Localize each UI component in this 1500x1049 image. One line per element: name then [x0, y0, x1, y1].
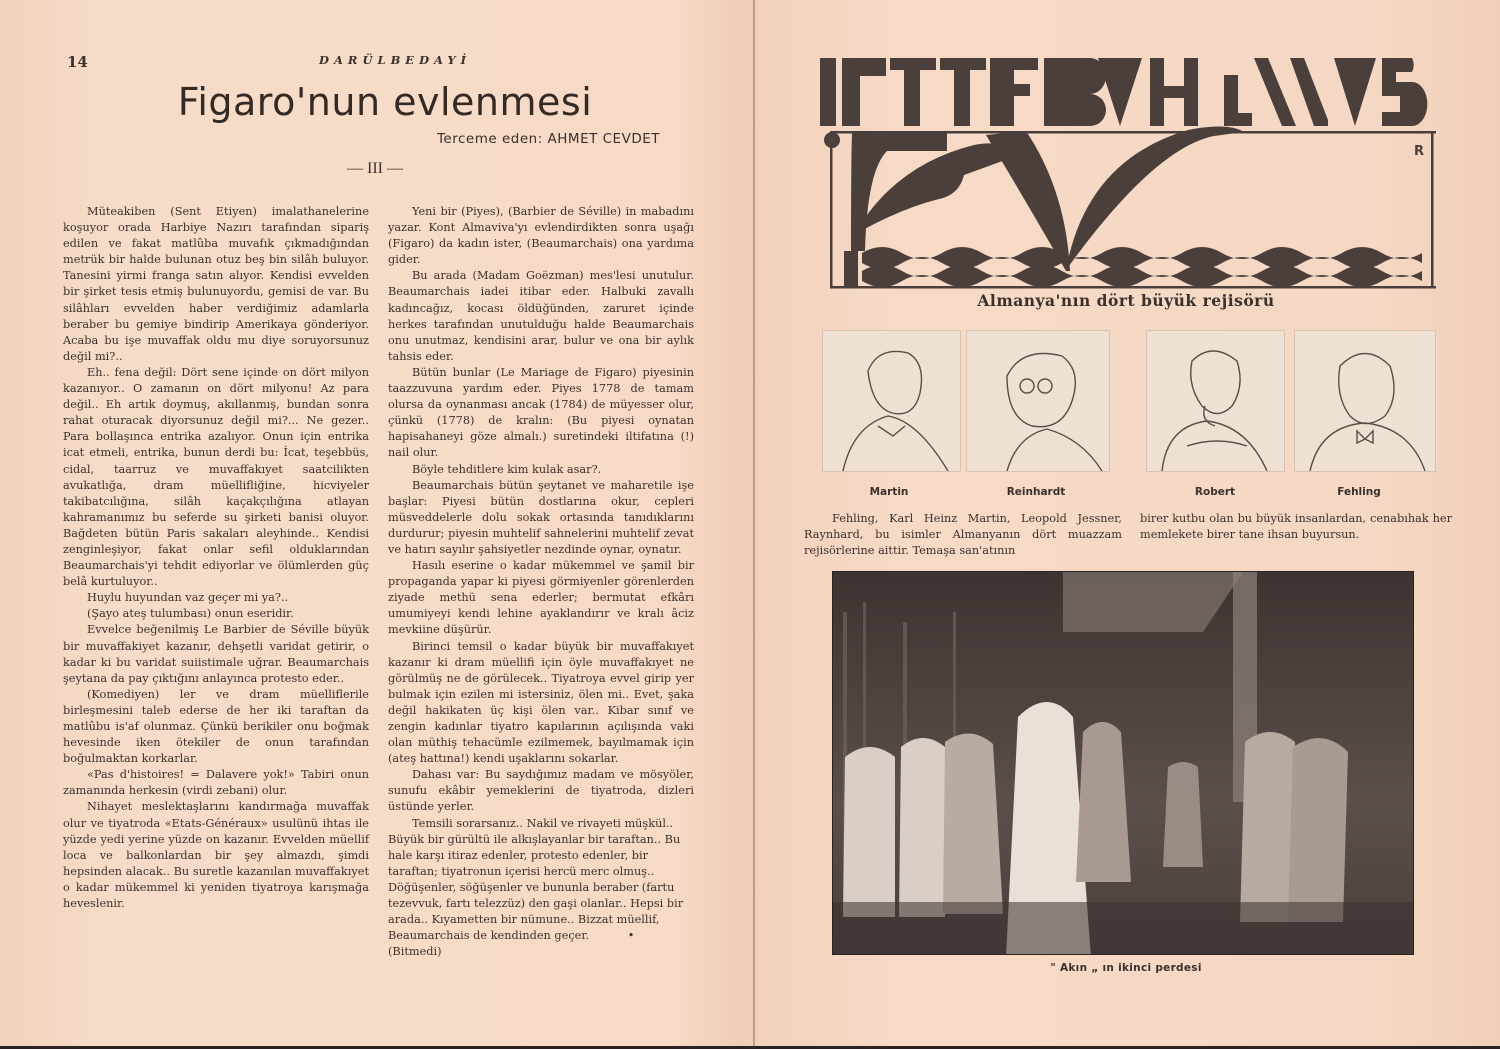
paragraph: Huylu huyundan vaz geçer mi ya?..	[87, 591, 289, 605]
paragraph: Evvelce beğenilmiş Le Barbier de Séville büyük bir muvaffakiyet kazanır, dehşetli varidat getirir, o kadar ki bu varidat suiistimale uğrar. Beaumarchais şeytana da pay çıktığını anlayınca protesto eder..	[63, 623, 369, 685]
page-gutter	[753, 0, 755, 1046]
paragraph: Birinci temsil o kadar büyük bir muvaffakıyet kazanır ki dram müellifi için öyle muvaffakıyet ne görülmüş ne de görülecek.. Tiyatroya evvel girip yer bulmak için ezilen mi istersiniz, ölen mi.. Evet, şaka değil hakikaten üç kişi ölen var.. Kibar sınıf ve zengin kadınlar tiyatro kapılarının açılışında vaki olan müthiş tehacümle ezilmemek, bayılmamak için (ateş hattına!) kendi uşaklarını sokarlar.	[388, 639, 694, 766]
directors-paragraph-2: birer kutbu olan bu büyük insanlardan, cenabıhak her memlekete birer tane ihsan buyursun.	[1140, 512, 1452, 542]
paragraph: Bütün bunlar (Le Mariage de Figaro) piyesinin taazzuvuna yardım eder. Piyes 1778 de tamam olursa da oynanması ancak (1784) de müyesser olur, çünkü (1778) de kralın: (Bu piyesi oynatan hapisahaneyi göze almalı.) suretindeki iltifatına (!) nail olur.	[388, 365, 694, 460]
portrait-sketch-martin	[822, 330, 961, 472]
page-number: 14	[67, 53, 88, 71]
continued-note: (Bitmedi)	[388, 945, 442, 959]
text-column-2	[388, 204, 694, 960]
paragraph: Bu arada (Madam Goëzman) mes'lesi unutulur. Beaumarchais iadei itibar eder. Halbuki zavallı kadıncağız, kocası öldüğünden, zaruret içinde herkes tarafından unutulduğu halde Beaumarchais onu unutmaz, kendisini arar, bulur ve ona bir aylık tahsis eder.	[388, 269, 694, 363]
paragraph-text: Temsili sorarsanız.. Nakil ve rivayeti müşkül.. Büyük bir gürültü ile alkışlayanlar bir taraftan.. Bu hale karşı itiraz edenler, protesto edenler, bir taraftan; tiyatronun içerisi hercü merc olmuş.. Döğüşenler, söğüşenler ve bununla beraber (fartu tezevvuk, fartı telezzüz) den gaşi olanlar.. Hepsi bir arada.. Kıyametten bir nümune.. Bizzat müellif, Beaumarchais de kendinden geçer.	[388, 816, 684, 943]
paragraph: Dahası var: Bu saydığımız madam ve mösyöler, sunufu ekâbir yemeklerini de tiyatroda, dizleri üstünde yerler.	[388, 768, 694, 814]
running-head: DARÜLBEDAYİ	[319, 53, 471, 67]
portrait-sketch-robert	[1146, 330, 1285, 472]
paragraph: Müteakiben (Sent Etiyen) imalathanelerine koşuyor orada Harbiye Nazırı tarafından sipariş edilen ve fakat matlûba muvafık çıkmadığından metrük bir halde bulunan otuz beş bin silâh buluyor. Tanesini yirmi franga satın alıyor. Kendisi evvelden bir şirket tesis etmiş bulunuyordu, gemisi de var. Bu silâhları evvelden haber verdiğimiz adamlarla beraber bu gemiye bindirip Amerikaya gönderiyor. Acaba bu işe muvaffak oldu mu diye soruyorsunuz değil mi?..	[63, 205, 369, 363]
paragraph: Beaumarchais bütün şeytanet ve maharetile işe başlar: Piyesi bütün dostlarına okur, cepleri müsveddelerle dolu sokak ortasında tanıdıklarını durdurur; piyesin muhtelif sahnelerini muhtelif zevat ve hatırı sayılır şahsiyetler nezdinde oynar, oynatır.	[388, 478, 694, 556]
portrait-name: Martin	[869, 486, 909, 498]
portrait-name: Robert	[1194, 486, 1236, 498]
part-number: — III —	[347, 160, 403, 177]
portrait-name: Reinhardt	[1006, 486, 1066, 498]
portrait-sketch-fehling	[1294, 330, 1436, 472]
paragraph: (Şayo ateş tulumbası) onun eseridir.	[87, 607, 294, 621]
directors-paragraph-1: Fehling, Karl Heinz Martin, Leopold Jessner, Raynhard, bu isimler Almanyanın dört muazzam rejisörlerine aittir. Temaşa san'atının	[804, 512, 1122, 558]
portrait-sketch-reinhardt	[966, 330, 1110, 472]
article-byline: Terceme eden: AHMET CEVDET	[436, 131, 660, 147]
paragraph: «Pas d'histoires! = Dalavere yok!» Tabiri onun zamanında herkesin (virdi zebani) olur.	[63, 768, 369, 798]
paragraph: Böyle tehditlere kim kulak asar?.	[412, 462, 602, 476]
banner-monogram: R	[1414, 144, 1425, 159]
paragraph: Yeni bir (Piyes), (Barbier de Séville) in mabadını yazar. Kont Almaviva'yı evlendirdikten sonra uşağı (Figaro) da kadın ister, (Beaumarchais) ona yardıma gider.	[388, 205, 694, 267]
paragraph: (Komediyen) ler ve dram müelliflerile birleşmesini taleb ederse de her iki taraftan da matlûbu is'af olunmaz. Çünkü berikiler onu boğmak hevesinde iken ötekiler de onun tarafından boğulmaktan korkarlar.	[63, 687, 369, 766]
stage-photo	[832, 571, 1414, 955]
photo-caption: " Akın „ ın ikinci perdesi	[1050, 962, 1202, 974]
right-page	[756, 0, 1500, 1046]
bullet-ornament: •	[627, 929, 635, 943]
sanat-haberleri-banner	[814, 55, 1436, 290]
article-title: Figaro'nun evlenmesi	[177, 80, 593, 124]
left-page	[0, 0, 752, 1046]
paragraph	[388, 816, 694, 961]
paragraph: Nihayet meslektaşlarını kandırmağa muvaffak olur ve tiyatroda «Etats-Généraux» usulünü ihtas ile yüzde yedi yerine yüzde on kazanır. Evvelden müellif loca ve balkonlardan bir şey almazdı, şimdi hepsinden alacak.. Bu suretle kazanılan muvaffakıyet o kadar mükemmel ki yeniden tiyatroya karışmağa heveslenir.	[63, 800, 369, 911]
paragraph: Eh.. fena değil: Dört sene içinde on dört milyon kazanıyor.. O zamanın on dört milyonu! Az para değil.. Eh artık doymuş, akıllanmış, bundan sonra rahat oturacak diyorsunuz değil mi?... Ne gezer.. Para bollaşınca entrika azalıyor. Onun için entrika icat etmeli, entrika, bunun derdi bu: İcat, teşebbüs, cidal, taarruz ve muvaffakıyet saatcilikten avukatlığa, dram müellifliğine, hicviyeler takibatcılığına, silâh kaçakçılığına atlayan kahramanımız bu seferde su şirketi banisi oluyor. Bağdeten bütün Paris sakaları aleyhinde.. Kendisi zenginleşiyor, fakat onlar sefil olduklarından Beaumarchais'yi tehdit ediyorlar ve ölümlerden güç belâ kurtuluyor..	[63, 365, 369, 589]
paragraph: Hasılı eserine o kadar mükemmel ve şamil bir propaganda yapar ki piyesi görmiyenler görenlerden ziyade methü sena ederler; bermutat efkârı umumiyeyi kendi lehine ayaklandırır ve kralı âciz mevkiine düşürür.	[388, 559, 694, 637]
portrait-name: Fehling	[1337, 486, 1381, 498]
section-subhead: Almanya'nın dört büyük rejisörü	[977, 291, 1275, 310]
text-column-1	[63, 204, 369, 912]
